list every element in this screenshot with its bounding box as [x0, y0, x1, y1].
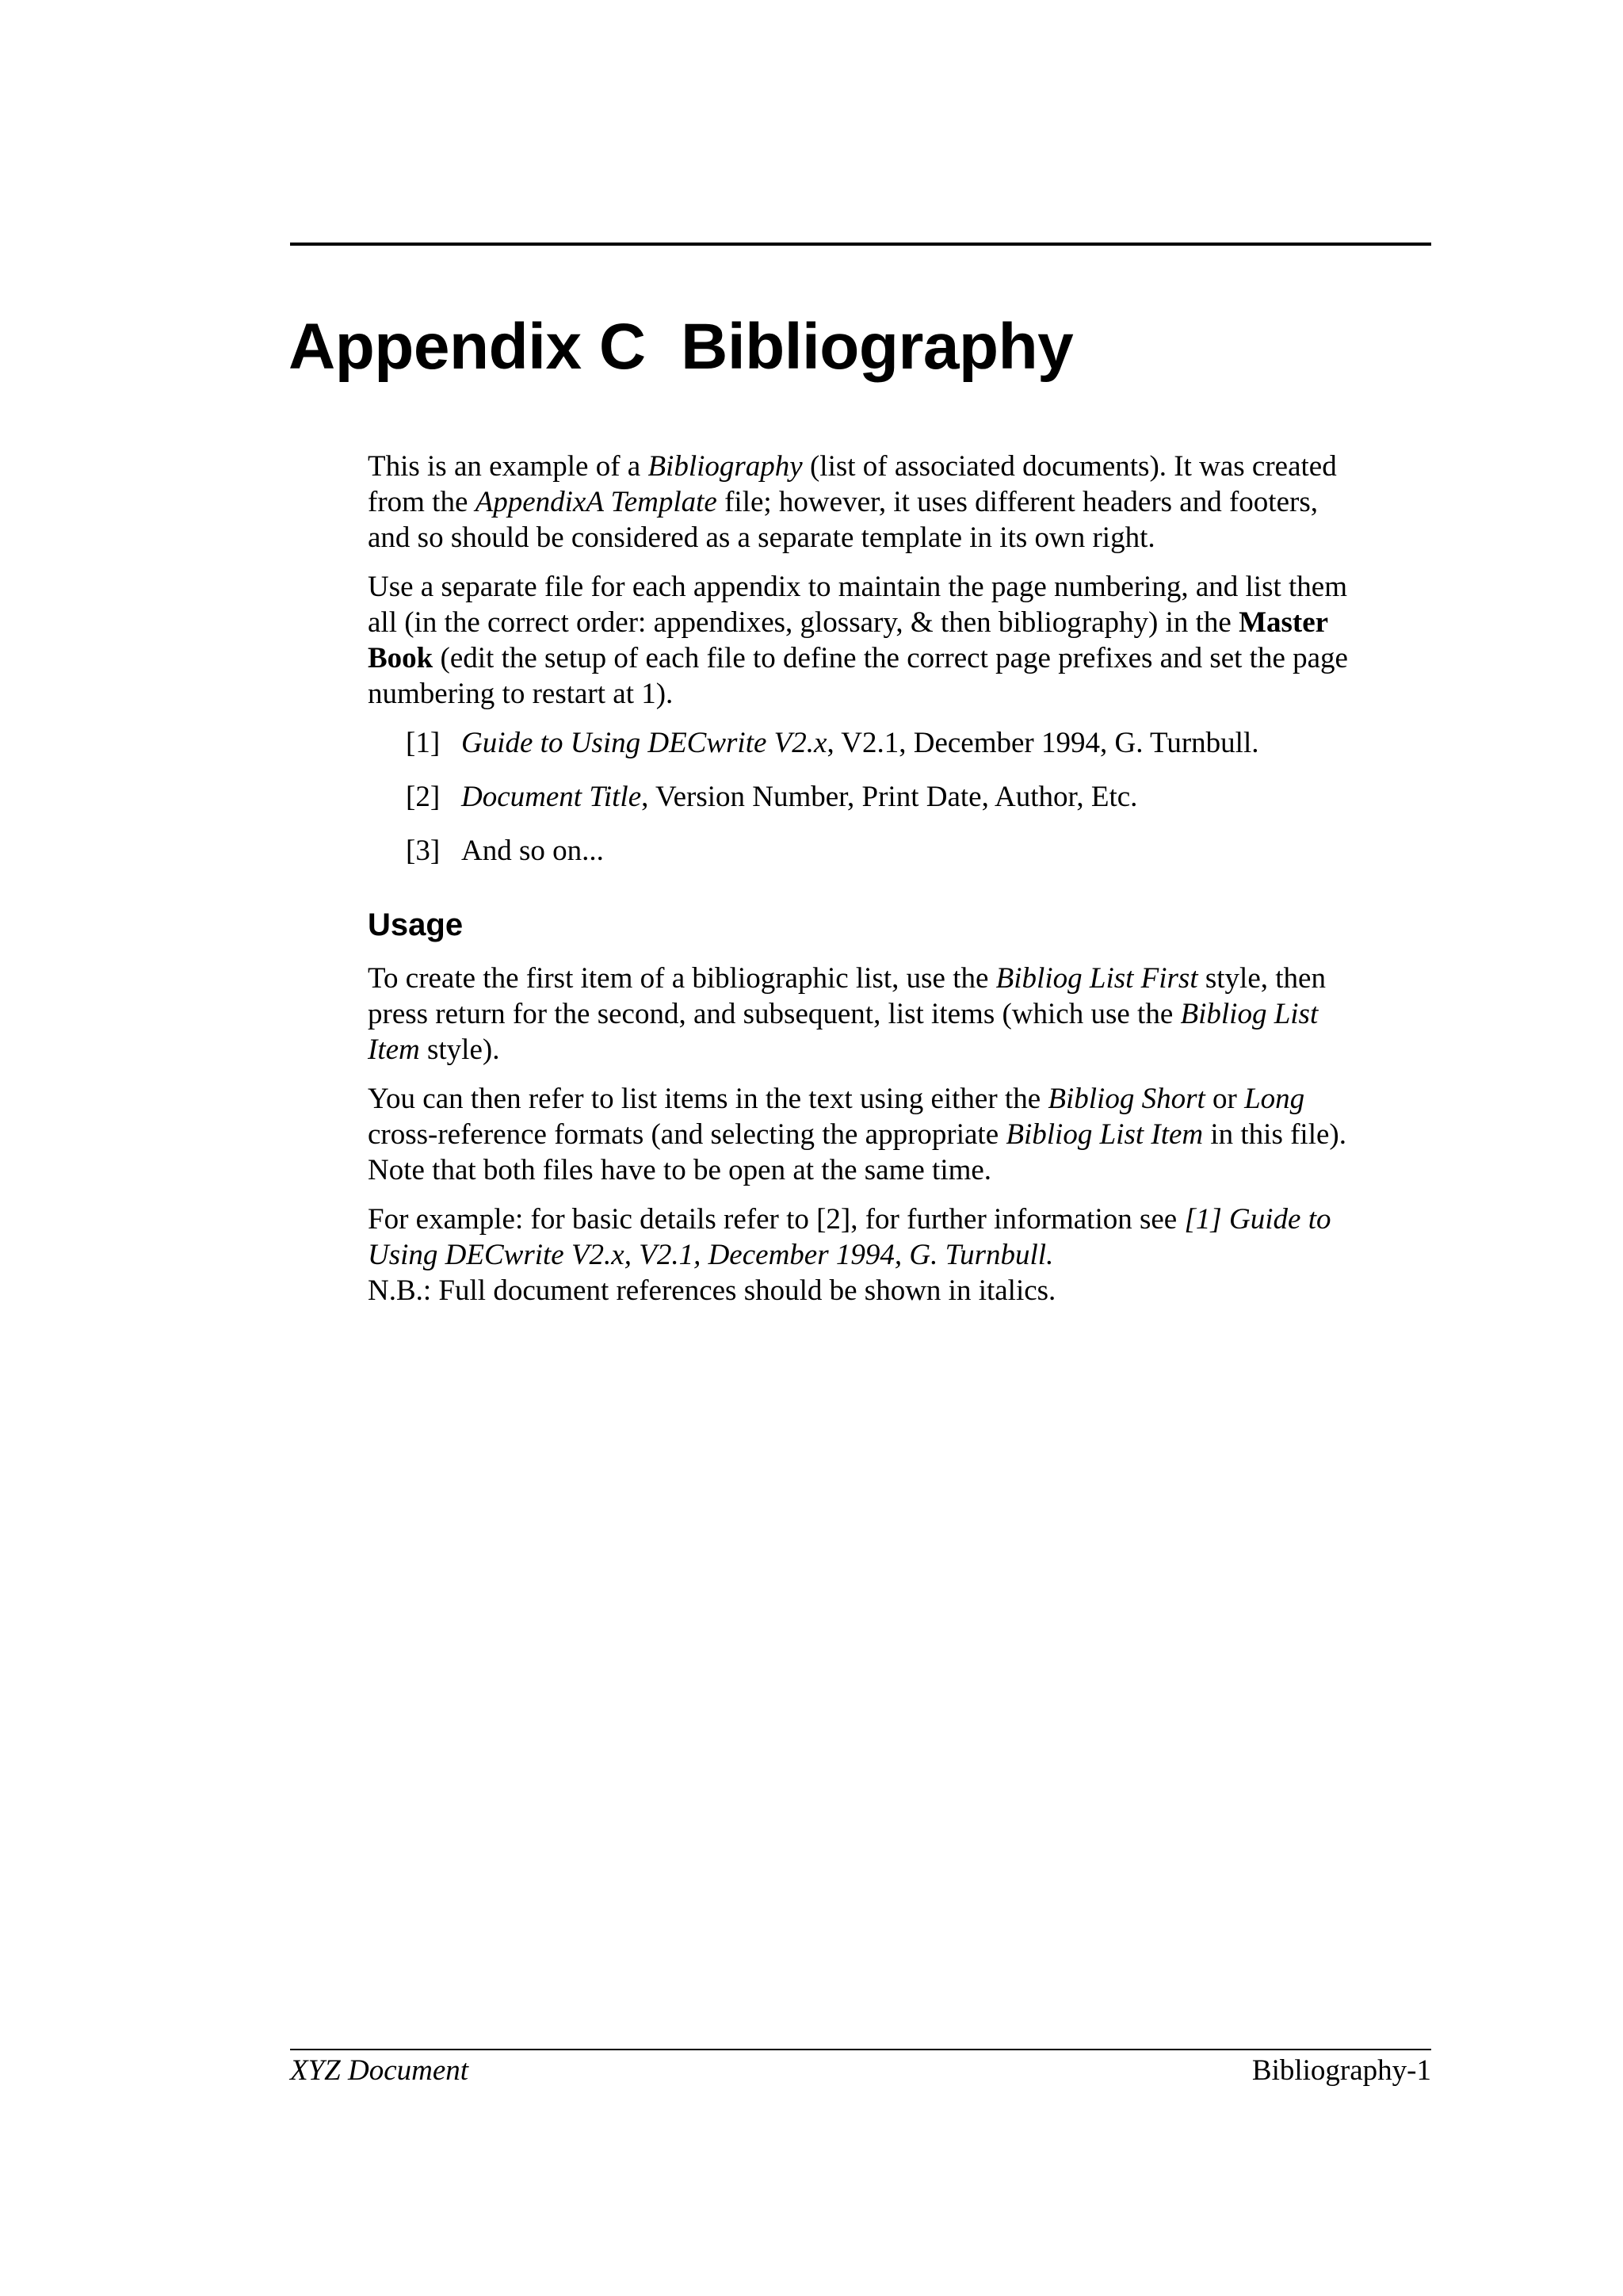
bibliography-entry [461, 833, 1358, 869]
text-run: or [1205, 1083, 1245, 1115]
emphasis-template-name: AppendixA Template [475, 486, 717, 518]
footer-document-name: XYZ Document [290, 2054, 469, 2087]
text-run: For example: for basic details refer to [2], for further information see [368, 1203, 1185, 1236]
usage-paragraph-2 [368, 1081, 1358, 1188]
bibliography-details: And so on... [461, 835, 604, 867]
intro-paragraph-2 [368, 569, 1358, 712]
emphasis-format-name: Bibliog Short [1048, 1083, 1205, 1115]
appendix-name: Bibliography [681, 311, 1074, 383]
body-content [368, 449, 1358, 1322]
header-rule [290, 243, 1431, 246]
bibliography-title: Guide to Using DECwrite V2.x [461, 727, 827, 759]
bibliography-list [368, 725, 1358, 869]
text-run: (edit the setup of each file to define the correct page prefixes and set the page numbering to restart at 1). [368, 642, 1348, 710]
text-run: This is an example of a [368, 450, 648, 483]
bibliography-title: Document Title [461, 781, 642, 813]
emphasis-style-name: Bibliog List Item [1006, 1118, 1204, 1151]
italics-note: N.B.: Full document references should be shown in italics. [368, 1274, 1056, 1307]
intro-paragraph-1 [368, 449, 1358, 556]
usage-heading: Usage [368, 907, 464, 942]
cross-reference-example: [1] Guide to Using DECwrite V2.x, V2.1, December 1994, G. Turnbull. [368, 1203, 1331, 1271]
master-book-strong: Master Book [368, 606, 1328, 674]
appendix-label: Appendix C [288, 311, 646, 383]
footer-page-number: Bibliography-1 [1251, 2054, 1431, 2087]
emphasis-style-name: Bibliog List First [995, 962, 1198, 995]
text-run: To create the first item of a bibliographic list, use the [368, 962, 996, 995]
emphasis-format-name: Long [1244, 1083, 1305, 1115]
bibliography-entry [461, 725, 1358, 761]
footer-rule [290, 2049, 1431, 2050]
text-run: style, then press return for the second, and subsequent, list items (which use the [368, 962, 1326, 1030]
bibliography-item [368, 779, 1358, 815]
bibliography-number: [1] [406, 727, 441, 759]
bibliography-number: [2] [406, 781, 441, 813]
bibliography-details: , Version Number, Print Date, Author, Etc. [641, 781, 1138, 813]
bibliography-item [368, 833, 1358, 869]
text-run: file; however, it uses different headers and footers, and so should be considered as a separate template in its own right. [368, 486, 1318, 554]
usage-paragraph-3 [368, 1201, 1358, 1308]
usage-paragraph-1 [368, 961, 1358, 1068]
text-run: Use a separate file for each appendix to maintain the page numbering, and list them all (in the correct order: appendixes, glossary, & then bibliography) in the [368, 571, 1347, 639]
bibliography-details: , V2.1, December 1994, G. Turnbull. [827, 727, 1259, 759]
text-run: cross-reference formats (and selecting the appropriate [368, 1118, 1006, 1151]
text-run: style). [419, 1033, 500, 1066]
page-title [288, 308, 1073, 387]
bibliography-item [368, 725, 1358, 761]
emphasis-bibliography: Bibliography [647, 450, 803, 483]
text-run: in this file). Note that both files have to be open at the same time. [368, 1118, 1346, 1186]
bibliography-entry [461, 779, 1358, 815]
text-run: You can then refer to list items in the text using either the [368, 1083, 1048, 1115]
bibliography-number: [3] [406, 835, 441, 867]
text-run: (list of associated documents). It was created from the [368, 450, 1337, 518]
emphasis-style-name: Bibliog List Item [368, 998, 1319, 1066]
